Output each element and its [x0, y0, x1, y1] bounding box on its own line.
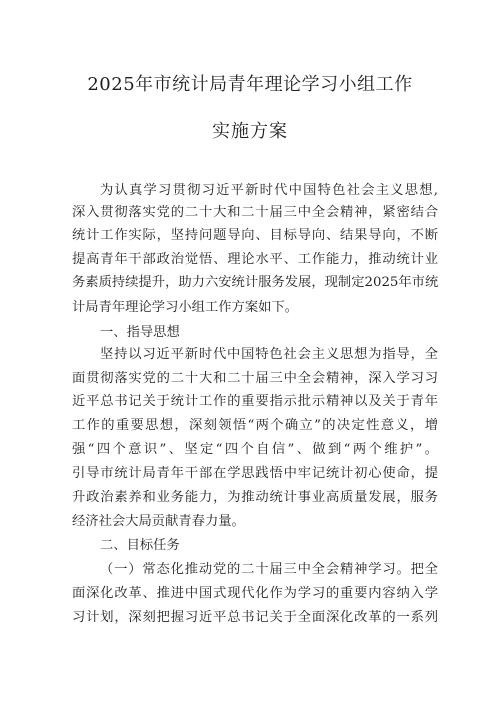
section-1-line: 面贯彻落实党的二十大和二十届三中全会精神，深入学习习 [72, 371, 438, 386]
section-1-line: 经济社会大局贡献青春力量。 [72, 514, 245, 529]
section-1-line: 工作的重要思想，深刻领悟“两个确立”的决定性意义，增 [72, 418, 438, 433]
intro-line: 务素质持续提升，助力六安统计服务发展，现制定2025年市统 [72, 275, 438, 290]
section-1-line: 引导市统计局青年干部在学思践悟中牢记统计初心使命，提 [72, 466, 438, 481]
section-heading-guiding-ideology: 一、指导思想 [100, 325, 180, 340]
section-2-line: 习计划，深刻把握习近平总书记关于全面深化改革的一系列 [72, 610, 438, 625]
section-1-line: 近平总书记关于统计工作的重要指示批示精神以及关于青年 [72, 394, 438, 409]
document-title-line-2: 实施方案 [212, 121, 288, 142]
document-title-line-1: 2025年市统计局青年理论学习小组工作 [87, 74, 413, 95]
section-1-line: 强“四个意识”、坚定“四个自信”、做到“两个维护”。 [72, 442, 438, 457]
intro-line: 提高青年干部政治觉悟、理论水平、工作能力，推动统计业 [72, 252, 438, 267]
intro-line: 为认真学习贯彻习近平新时代中国特色社会主义思想, [100, 183, 438, 198]
section-heading-goals-and-tasks: 二、目标任务 [100, 538, 180, 553]
section-1-line: 坚持以习近平新时代中国特色社会主义思想为指导，全 [100, 347, 438, 362]
intro-line: 计局青年理论学习小组工作方案如下。 [72, 300, 299, 315]
intro-line: 统计工作实际，坚持问题导向、目标导向、结果导向，不断 [72, 228, 438, 243]
section-2-line: 面深化改革、推进中国式现代化作为学习的重要内容纳入学 [72, 586, 438, 601]
section-1-line: 升政治素养和业务能力，为推动统计事业高质量发展，服务 [72, 490, 438, 505]
section-2-line: （一）常态化推动党的二十届三中全会精神学习。把全 [100, 562, 438, 577]
intro-line: 深入贯彻落实党的二十大和二十届三中全会精神，紧密结合 [72, 205, 438, 220]
